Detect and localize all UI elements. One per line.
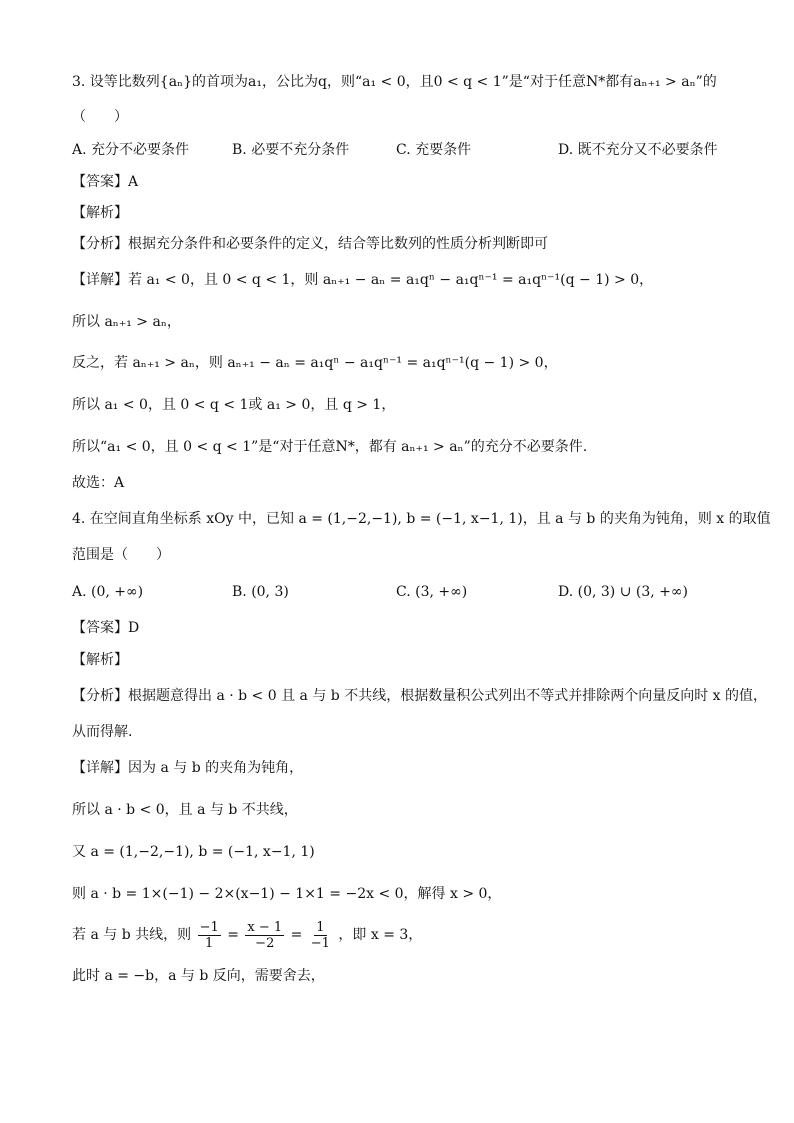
q4-fraction-3-numerator: 1 [316, 919, 325, 935]
q3-option-c: C. 充要条件 [396, 142, 472, 158]
q4-option-b: B. (0, 3) [232, 584, 289, 600]
q4-fraction-1-denominator: 1 [205, 935, 214, 951]
q3-detail-3: 反之，若 aₙ₊₁ > aₙ，则 aₙ₊₁ − aₙ = a₁qⁿ − a₁qⁿ⁻¹ = a₁qⁿ⁻¹(q − 1) > 0， [72, 355, 558, 371]
q4-detail-3: 又 a = (1,−2,−1), b = (−1, x−1, 1) [72, 844, 315, 860]
q4-collinear-suffix: ，即 x = 3， [338, 927, 423, 943]
q3-fenxi: 【分析】根据充分条件和必要条件的定义，结合等比数列的性质分析判断即可 [72, 236, 548, 252]
q3-analysis-heading: 【解析】 [72, 205, 128, 221]
q4-answer: 【答案】D [72, 620, 140, 636]
q4-stem-line2: 范围是（ ） [72, 547, 170, 563]
q4-option-a: A. (0, +∞) [72, 584, 144, 600]
q3-option-d: D. 既不充分又不必要条件 [558, 142, 718, 158]
q4-detail-1: 【详解】因为 a 与 b 的夹角为钝角， [72, 760, 304, 776]
q4-equals-2: = [290, 927, 303, 943]
q4-detail-2: 所以 a · b < 0，且 a 与 b 不共线， [72, 802, 298, 818]
q4-stem-line1: 4. 在空间直角坐标系 xOy 中，已知 a = (1,−2,−1), b = (−1, x−1, 1)，且 a 与 b 的夹角为钝角，则 x 的取值 [72, 511, 771, 527]
q4-detail-4: 则 a · b = 1×(−1) − 2×(x−1) − 1×1 = −2x < 0，解得 x > 0， [72, 886, 502, 902]
q4-final-line: 此时 a = −b，a 与 b 反向，需要舍去， [72, 968, 325, 984]
q4-fraction-3 [309, 920, 332, 951]
q3-option-a: A. 充分不必要条件 [72, 142, 190, 158]
q4-collinear-prefix: 若 a 与 b 共线，则 [72, 927, 192, 943]
q3-blank: （ ） [72, 109, 128, 125]
q3-option-b: B. 必要不充分条件 [232, 142, 350, 158]
q3-detail-1: 【详解】若 a₁ < 0，且 0 < q < 1，则 aₙ₊₁ − aₙ = a₁qⁿ − a₁qⁿ⁻¹ = a₁qⁿ⁻¹(q − 1) > 0， [72, 272, 654, 288]
q4-fenxi-line2: 从而得解. [72, 724, 133, 740]
q3-stem: 3. 设等比数列{aₙ}的首项为a₁，公比为q，则“a₁ < 0，且0 < q < 1”是“对于任意N*都有aₙ₊₁ > aₙ”的 [72, 74, 717, 90]
q4-option-d: D. (0, 3) ∪ (3, +∞) [558, 584, 689, 600]
q4-fraction-3-denominator: −1 [310, 935, 330, 951]
q4-equals-1: = [227, 927, 239, 943]
q3-detail-6: 故选：A [72, 475, 125, 491]
q3-detail-4: 所以 a₁ < 0，且 0 < q < 1或 a₁ > 0，且 q > 1， [72, 397, 396, 413]
q4-fraction-2 [245, 920, 284, 951]
q4-fraction-2-numerator: x − 1 [247, 919, 283, 935]
q4-analysis-heading: 【解析】 [72, 652, 128, 668]
q4-fraction-1-numerator: −1 [199, 919, 219, 935]
q4-fraction-2-denominator: −2 [255, 935, 275, 951]
q4-option-c: C. (3, +∞) [396, 584, 468, 600]
q3-detail-5: 所以“a₁ < 0，且 0 < q < 1”是“对于任意N*，都有 aₙ₊₁ > aₙ”的充分不必要条件. [72, 439, 588, 455]
q4-fenxi-line1: 【分析】根据题意得出 a · b < 0 且 a 与 b 不共线，根据数量积公式列出不等式并排除两个向量反向时 x 的值， [72, 688, 768, 704]
q3-answer: 【答案】A [72, 174, 139, 190]
q3-detail-2: 所以 aₙ₊₁ > aₙ， [72, 314, 181, 330]
q4-fraction-1 [198, 920, 221, 951]
q4-collinear-line [72, 918, 734, 952]
